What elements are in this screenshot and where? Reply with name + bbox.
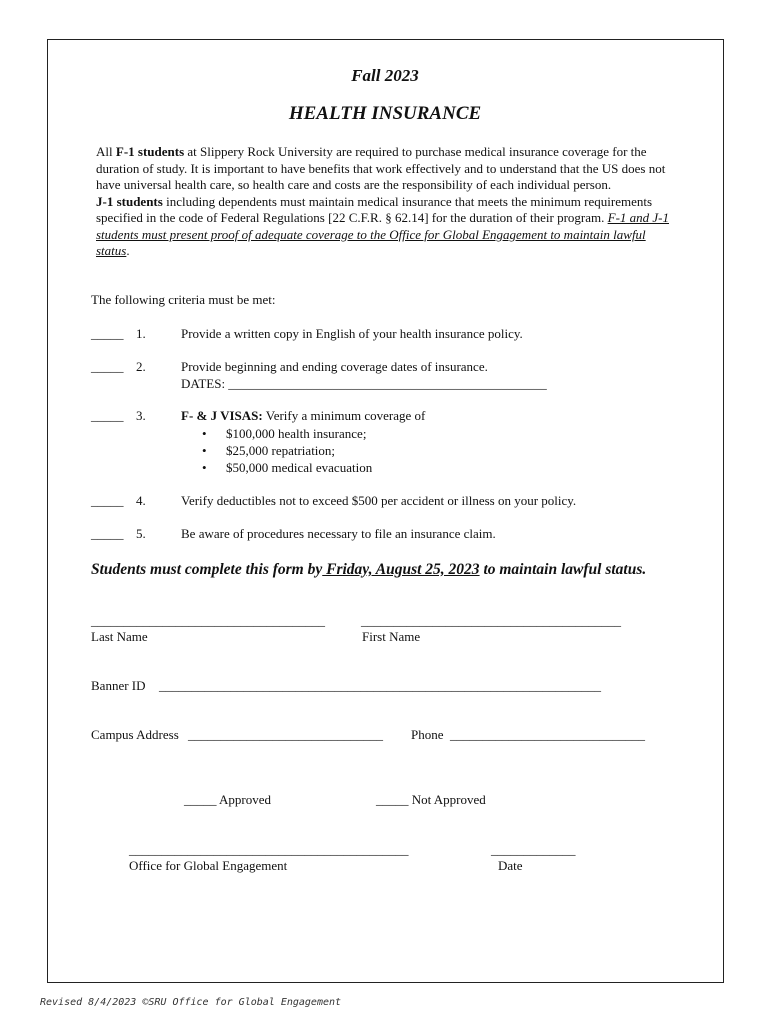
date-field[interactable]: _____________ [491, 842, 576, 857]
criteria-number-3: 3. [136, 408, 146, 423]
last-name-label: Last Name [91, 629, 148, 644]
criteria-text-3 [181, 408, 425, 424]
banner-id-field[interactable]: ____________________________________________________________________ [159, 678, 601, 693]
deadline-date: Friday, August 25, 2023 [322, 561, 480, 578]
j1-paragraph [96, 194, 670, 260]
page-title: HEALTH INSURANCE [288, 103, 482, 124]
campus-address-field[interactable]: ______________________________ [188, 727, 383, 742]
criteria-text-5: Be aware of procedures necessary to file an insurance claim. [181, 526, 496, 541]
revision-footer: Revised 8/4/2023 ©SRU Office for Global Engagement [40, 997, 342, 1008]
intro-text [96, 144, 670, 260]
checkbox-blank-4[interactable]: _____ [91, 493, 124, 508]
not-approved-option[interactable] [376, 792, 486, 808]
f1-rest: at Slippery Rock University are required to purchase medical insurance coverage for the duration of study. It is important to have benefits that work effectively and to understand that the US does not have universal health care, so health care and costs are the responsibility of each individual person. [96, 144, 666, 192]
semester-title: Fall 2023 [351, 66, 419, 85]
approved-blank[interactable]: _____ [184, 792, 217, 807]
bullet-item: • $50,000 medical evacuation [200, 459, 372, 476]
checkbox-blank-5[interactable]: _____ [91, 526, 124, 541]
criteria-number-4: 4. [136, 493, 146, 508]
coverage-bullet-list [200, 425, 372, 476]
criteria-number-5: 5. [136, 526, 146, 541]
deadline-pre: Students must complete this form by [91, 561, 323, 578]
first-name-label: First Name [362, 629, 421, 644]
visa-bold-label: F- & J VISAS: [181, 408, 263, 423]
office-signature-field[interactable]: ___________________________________________ [129, 842, 409, 857]
date-label: Date [498, 858, 523, 873]
criteria-text-1: Provide a written copy in English of your health insurance policy. [181, 326, 523, 341]
deadline-statement [91, 561, 646, 579]
proof-requirement: F-1 and J-1 students must present proof of adequate coverage to the Office for Global Engagement to maintain lawful status [96, 210, 669, 258]
deadline-post: to maintain lawful status. [479, 561, 647, 578]
dates-field[interactable]: DATES: _________________________________________________ [181, 376, 547, 391]
criteria-heading: The following criteria must be met: [91, 292, 276, 307]
last-name-field[interactable]: ____________________________________ [91, 613, 325, 628]
bullet-item: • $25,000 repatriation; [200, 442, 372, 459]
f1-paragraph [96, 144, 670, 194]
visa-text: Verify a minimum coverage of [262, 408, 426, 423]
criteria-number-2: 2. [136, 359, 146, 374]
criteria-text-4: Verify deductibles not to exceed $500 per accident or illness on your policy. [181, 493, 577, 508]
first-name-field[interactable]: ________________________________________ [361, 613, 621, 628]
j1-end: . [126, 243, 130, 258]
f1-bold: F-1 students [115, 144, 185, 159]
phone-label: Phone [411, 727, 444, 742]
checkbox-blank-3[interactable]: _____ [91, 408, 124, 423]
not-approved-blank[interactable]: _____ [376, 792, 409, 807]
banner-id-label: Banner ID [91, 678, 146, 693]
checkbox-blank-1[interactable]: _____ [91, 326, 124, 341]
criteria-number-1: 1. [136, 326, 146, 341]
campus-address-label: Campus Address [91, 727, 179, 742]
not-approved-label: Not Approved [411, 792, 486, 807]
criteria-text-2: Provide beginning and ending coverage dates of insurance. [181, 359, 488, 374]
j1-bold: J-1 students [96, 193, 163, 209]
j1-rest: including dependents must maintain medical insurance that meets the minimum requirements specified in the code of Federal Regulations [22 C.F.R. § 62.14] for the duration of their program. [96, 193, 653, 225]
f1-pre: All [96, 144, 116, 159]
office-label: Office for Global Engagement [129, 858, 288, 873]
checkbox-blank-2[interactable]: _____ [91, 359, 124, 374]
approved-option[interactable] [184, 792, 271, 808]
approved-label: Approved [219, 792, 272, 807]
bullet-item: • $100,000 health insurance; [200, 425, 372, 442]
phone-field[interactable]: ______________________________ [450, 727, 645, 742]
